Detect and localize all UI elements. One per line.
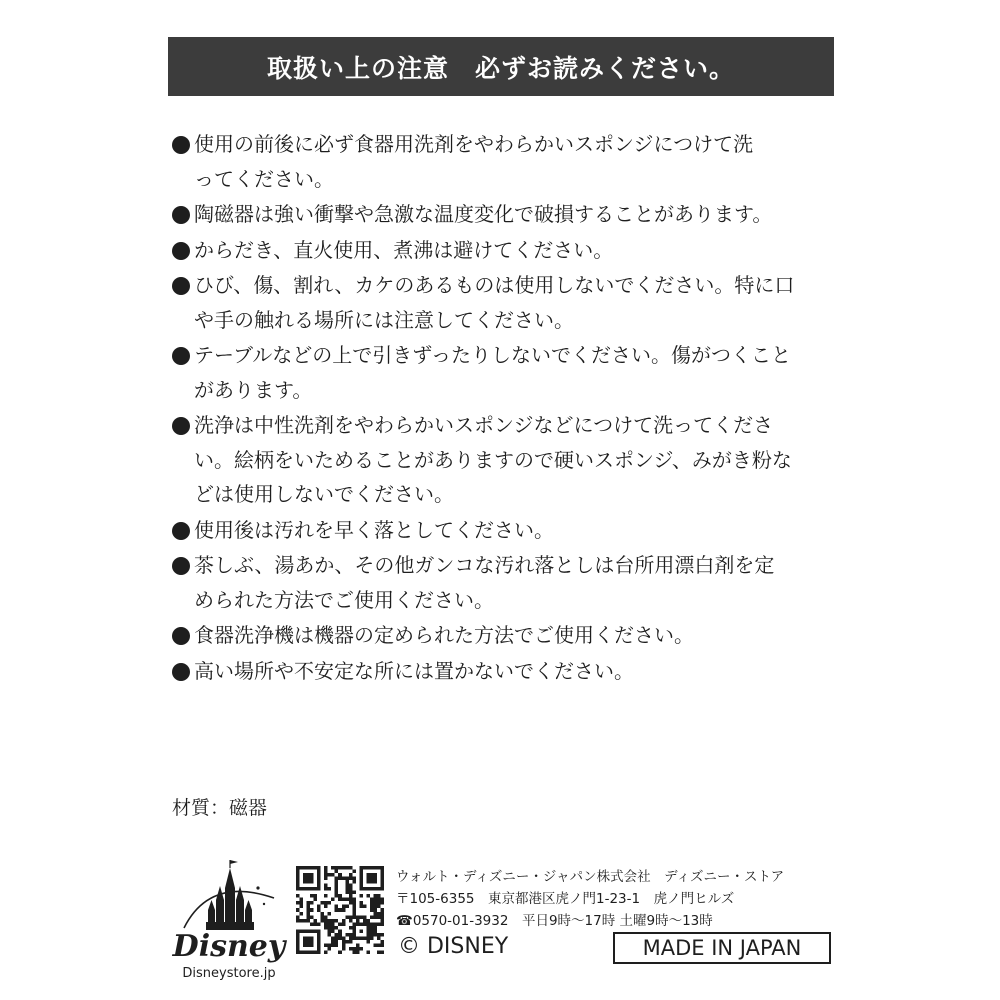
caution-text: があります。: [194, 377, 313, 402]
caution-item: [172, 513, 832, 548]
bullet-icon: [172, 347, 190, 365]
caution-text: ひび、傷、割れ、カケのあるものは使用しないでください。特に口: [194, 273, 795, 297]
header-bar: [168, 37, 834, 96]
caution-item: [172, 338, 832, 407]
caution-item: [172, 233, 832, 268]
caution-text: や手の触れる場所には注意してください。: [194, 307, 574, 332]
site-url: Disneystore.jp: [182, 966, 276, 981]
caution-item: [172, 618, 832, 653]
caution-text: 洗浄は中性洗剤をやわらかいスポンジなどにつけて洗ってくださ: [194, 413, 774, 437]
caution-item: [172, 197, 832, 232]
caution-text: からだき、直火使用、煮沸は避けてください。: [194, 237, 614, 262]
disney-logo: [170, 858, 288, 990]
caution-item: [172, 268, 832, 337]
bullet-icon: [172, 522, 190, 540]
bullet-icon: [172, 242, 190, 260]
disney-castle-logo-icon: [170, 858, 288, 966]
bullet-icon: [172, 417, 190, 435]
bullet-icon: [172, 277, 190, 295]
copyright: © DISNEY: [398, 934, 509, 959]
caution-text: められた方法でご使用ください。: [194, 587, 494, 612]
caution-text: 高い場所や不安定な所には置かないでください。: [194, 658, 634, 683]
caution-text: 茶しぶ、湯あか、その他ガンコな汚れ落としは台所用漂白剤を定: [194, 553, 775, 577]
material-label: 材質：磁器: [172, 797, 268, 819]
caution-text: ってください。: [194, 166, 334, 191]
qr-code-icon: [296, 866, 384, 954]
logo-wordmark: Disney: [172, 929, 286, 964]
caution-list: [172, 127, 832, 689]
caution-text: 食器洗浄機は機器の定められた方法でご使用ください。: [194, 623, 694, 647]
caution-item: [172, 548, 832, 617]
caution-text: い。絵柄をいためることがありますので硬いスポンジ、みがき粉な: [194, 447, 792, 472]
bullet-icon: [172, 557, 190, 575]
made-in-badge: MADE IN JAPAN: [613, 932, 831, 964]
page-title: 取扱い上の注意 必ずお読みください。: [266, 53, 735, 83]
caution-text: 使用後は汚れを早く落としてください。: [194, 517, 554, 542]
company-name: ウォルト・ディズニー・ジャパン株式会社 ディズニー・ストア: [396, 869, 785, 885]
caution-text: 陶磁器は強い衝撃や急激な温度変化で破損することがあります。: [194, 202, 773, 226]
caution-text: 使用の前後に必ず食器用洗剤をやわらかいスポンジにつけて洗: [194, 132, 754, 156]
bullet-icon: [172, 663, 190, 681]
company-info: [396, 866, 784, 932]
caution-item: [172, 127, 832, 196]
bullet-icon: [172, 206, 190, 224]
caution-text: テーブルなどの上で引きずったりしないでください。傷がつくこと: [194, 343, 791, 367]
caution-item: [172, 654, 832, 689]
bullet-icon: [172, 627, 190, 645]
company-address: 〒105-6355 東京都港区虎ノ門1-23-1 虎ノ門ヒルズ: [396, 891, 735, 907]
caution-item: [172, 408, 832, 512]
bullet-icon: [172, 136, 190, 154]
caution-text: どは使用しないでください。: [194, 482, 454, 506]
company-phone: ☎0570-01-3932 平日9時～17時 土曜9時～13時: [396, 913, 713, 929]
